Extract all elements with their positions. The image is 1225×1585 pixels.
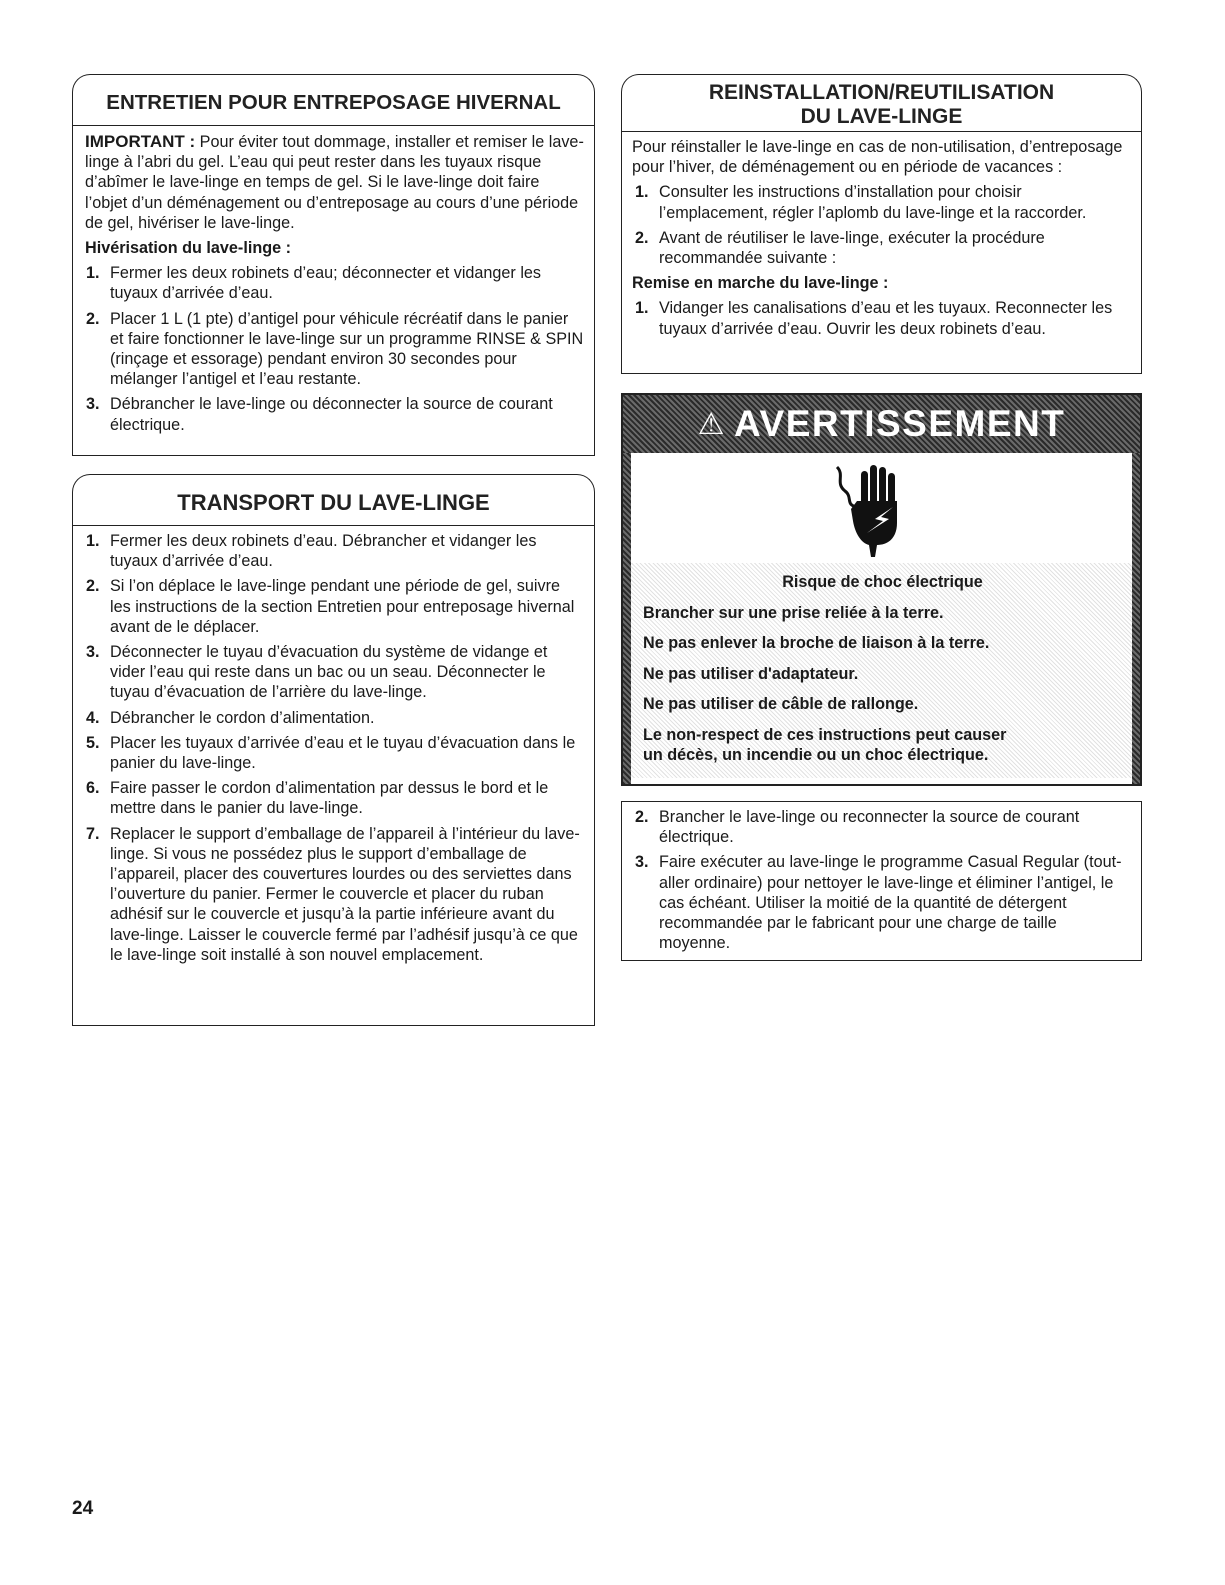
transport-section-title [72,474,595,526]
winter-section-body [72,126,595,456]
list-item [73,263,584,303]
reinstall-title-line1: REINSTALLATION/REUTILISATION [708,81,1055,104]
winter-important [85,132,584,233]
list-item [73,576,584,637]
warning-side-left [623,453,631,784]
important-text: Pour éviter tout dommage, installer et remiser le lave-linge à l’abri du gel. L’eau qui peut rester dans les tuyaux risque d’abîmer le lave-linge en temps de gel. Si le lave-linge doit faire l’objet d’un déménagement ou d’entreposage au cours d’une période de gel, hivériser le lave-linge. [85,133,584,232]
list-item [622,228,1131,268]
step-text: Déconnecter le tuyau d’évacuation du système de vidange et vider l’eau qui reste dans un bac ou un seau. Déconnecter le tuyau d’évacuation de l’arrière du lave-linge. [110,643,548,702]
step-text: Vidanger les canalisations d’eau et les tuyaux. Reconnecter les tuyaux d’arrivée d’eau. Ouvrir les deux robinets d’eau. [659,299,1113,338]
reinstall-section-title [621,74,1142,132]
warning-pictogram-area [631,453,1132,564]
list-item [622,298,1131,338]
step-text: Faire exécuter au lave-linge le programme Casual Regular (tout-aller ordinaire) pour nettoyer le lave-linge et éliminer l’antigel, le cas échéant. Utiliser la moitié de la quantité de détergent recommandée par le fabricant pour une charge de taille moyenne. [659,853,1122,953]
step-number: 3. [635,853,649,872]
step-text: Fermer les deux robinets d’eau; déconnecter et vidanger les tuyaux d’arrivée d’eau. [110,264,542,303]
list-item [73,733,584,773]
warning-title: AVERTISSEMENT [734,403,1066,444]
step-text: Consulter les instructions d’installation pour choisir l’emplacement, régler l’aplomb du lave-linge et la raccorder. [659,183,1087,222]
step-number: 2. [635,808,649,826]
warning-text-area [631,563,1132,778]
list-item [73,309,584,390]
restart-subhead: Remise en marche du lave-linge : [632,274,889,293]
warning-triangle-icon: ⚠ [697,408,727,441]
list-item [622,182,1131,222]
step-number: 1. [635,299,649,318]
warning-header [623,395,1140,453]
list-item [73,531,584,571]
warning-box [621,393,1142,786]
continued-steps-box [621,801,1142,961]
warning-line: Ne pas utiliser de câble de rallonge. [643,695,919,713]
step-text: Si l’on déplace le lave-linge pendant une période de gel, suivre les instructions de la section Entretien pour entreposage hivernal avant de le déplacer. [110,577,575,636]
page-number: 24 [72,1498,94,1519]
step-number: 7. [86,824,100,843]
list-item [622,807,1131,847]
winter-title-text: ENTRETIEN POUR ENTREPOSAGE HIVERNAL [106,91,561,114]
warning-line: Ne pas enlever la broche de liaison à la terre. [643,634,990,652]
reinstall-section-body [621,132,1142,374]
step-number: 1. [635,183,649,202]
step-number: 6. [86,779,100,798]
reinstall-intro: Pour réinstaller le lave-linge en cas de non-utilisation, d’entreposage pour l’hiver, de déménagement ou en période de vacances : [632,138,1123,177]
warning-line: Le non-respect de ces instructions peut causer [643,726,1007,744]
step-number: 5. [86,733,100,752]
important-label: IMPORTANT : [85,132,196,151]
step-number: 3. [86,395,100,414]
step-number: 4. [86,708,100,727]
list-item [73,642,584,703]
winterize-subhead: Hivérisation du lave-linge : [85,239,291,258]
step-text: Faire passer le cordon d’alimentation par dessus le bord et le mettre dans le panier du lave-linge. [110,779,549,818]
reinstall-steps [622,182,1131,268]
step-text: Replacer le support d’emballage de l’appareil à l’intérieur du lave-linge. Si vous ne possédez plus le support d’emballage de l’appareil, placer des couvertures lourdes ou des serviettes dans l’ouverture du panier. Fermer le couvercle et placer du ruban adhésif sur le couvercle et jusqu’à la partie inférieure avant du lave-linge. Laisser le couvercle fermé par l’adhésif jusqu’à ce que le lave-linge soit installé à son nouvel emplacement. [110,824,580,964]
step-number: 2. [86,309,100,328]
warning-side-right [1132,453,1140,784]
transport-title-text: TRANSPORT DU LAVE-LINGE [177,490,490,515]
step-number: 1. [86,532,100,550]
list-item [73,824,584,965]
step-text: Brancher le lave-linge ou reconnecter la source de courant électrique. [659,808,1080,847]
transport-steps [73,531,584,965]
winterize-steps [73,263,584,435]
step-number: 3. [86,643,100,662]
continued-steps [622,807,1131,953]
list-item [73,778,584,818]
step-text: Placer 1 L (1 pte) d’antigel pour véhicule récréatif dans le panier et faire fonctionner le lave-linge sur un programme RINSE & SPIN (rinçage et essorage) pendant environ 30 secondes pour mélanger l’antigel et l’eau restante. [110,309,584,389]
step-text: Débrancher le cordon d’alimentation. [110,708,375,727]
winter-section-title [72,74,595,126]
step-number: 2. [86,577,100,596]
list-item [73,708,584,728]
step-number: 2. [635,228,649,247]
step-number: 1. [86,264,100,283]
list-item [622,852,1131,953]
warning-line: Ne pas utiliser d'adaptateur. [643,665,859,683]
transport-section-body [72,526,595,1026]
restart-steps [622,298,1131,338]
step-text: Débrancher le lave-linge ou déconnecter la source de courant électrique. [110,395,553,434]
step-text: Placer les tuyaux d’arrivée d’eau et le tuyau d’évacuation dans le panier du lave-linge. [110,733,576,773]
reinstall-title-line2: DU LAVE-LINGE [800,105,963,128]
electric-shock-hand-icon [831,461,911,557]
warning-hazard: Risque de choc électrique [782,573,983,591]
step-text: Avant de réutiliser le lave-linge, exécuter la procédure recommandée suivante : [659,228,1045,268]
list-item [73,394,584,434]
step-text: Fermer les deux robinets d’eau. Débrancher et vidanger les tuyaux d’arrivée d’eau. [110,532,537,571]
warning-line: Brancher sur une prise reliée à la terre. [643,604,944,622]
warning-line: un décès, un incendie ou un choc électrique. [643,746,989,764]
